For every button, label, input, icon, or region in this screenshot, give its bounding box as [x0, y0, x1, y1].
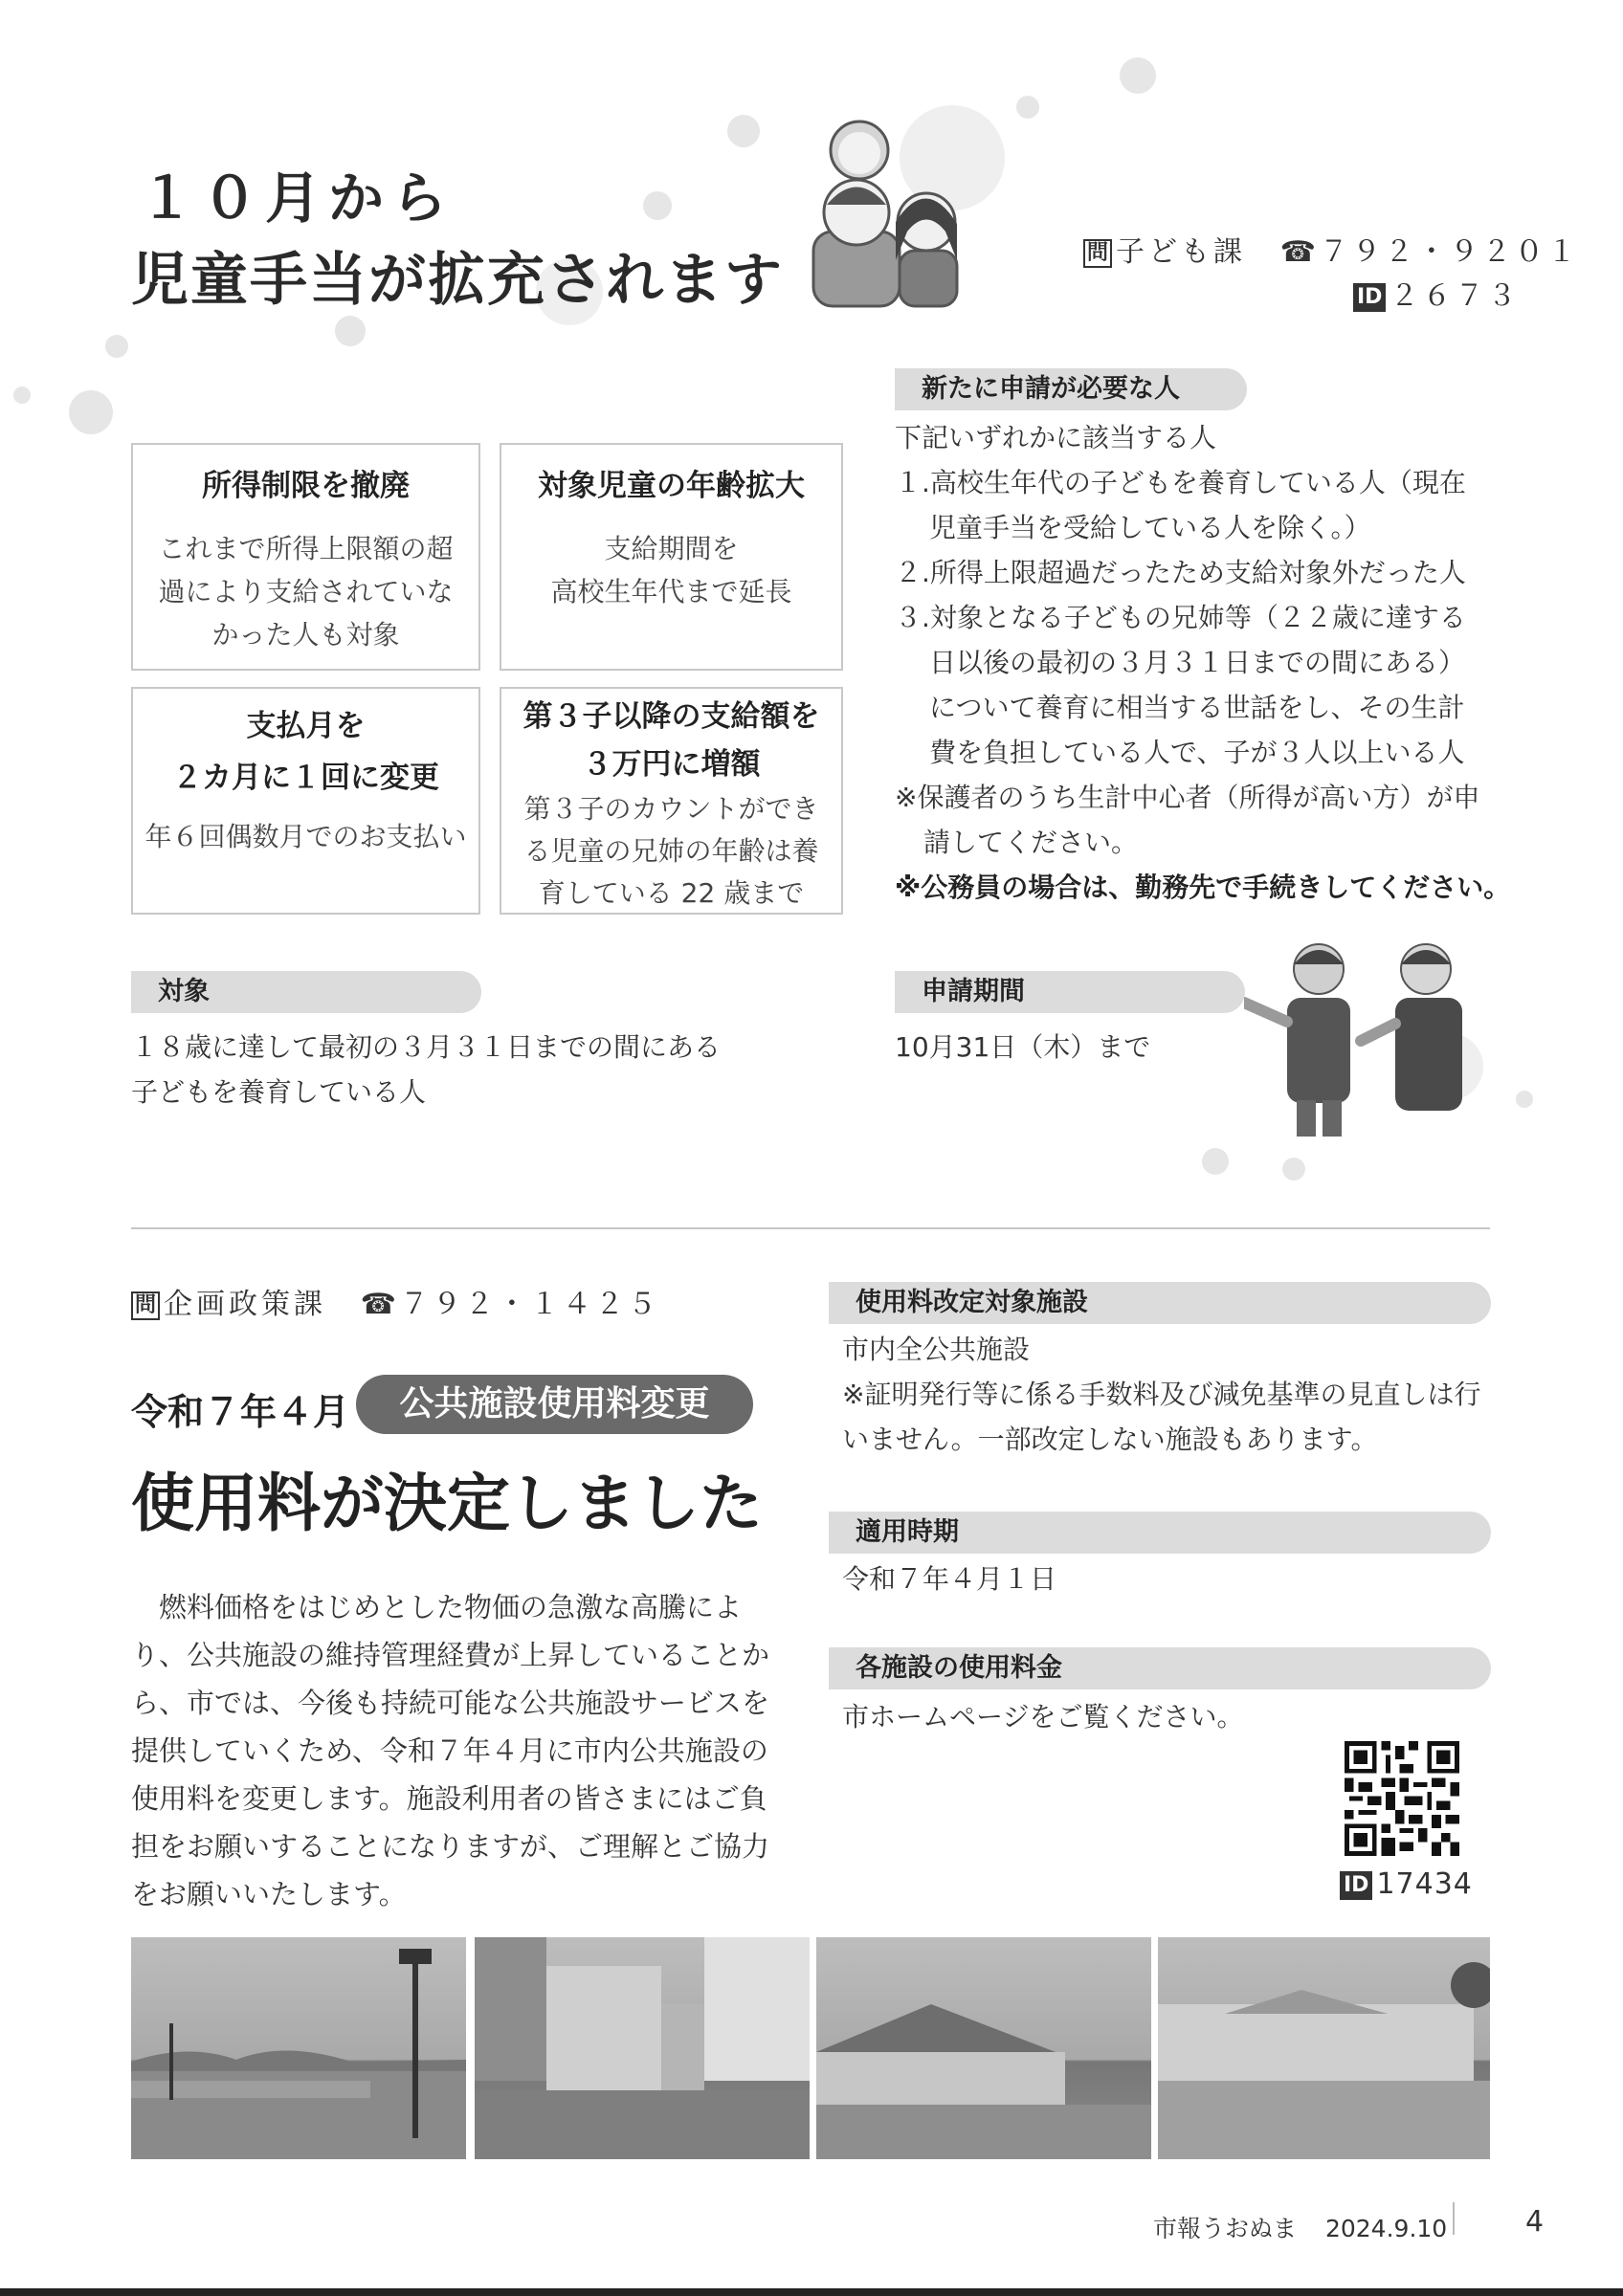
applicants-line: 下記いずれかに該当する人 [895, 422, 1217, 453]
facilities-label: 使用料改定対象施設 [829, 1282, 1491, 1324]
box-body-line: 支給期間を [604, 533, 739, 564]
applicants-line: 請してください。 [923, 827, 1139, 858]
box-body-line: 高校生年代まで延長 [550, 576, 792, 607]
section-divider [131, 1227, 1490, 1229]
section2-title: 使用料が決定しました [131, 1467, 763, 1540]
decor-dot [69, 390, 113, 434]
contact-dept [1083, 228, 1580, 270]
box-heading-2: ２カ月に１回に変更 [172, 761, 439, 795]
box-body-line: 年６回偶数月でのお支払い [145, 821, 467, 852]
gym-illustration [816, 1937, 1151, 2159]
inquiry-icon: 問 [1083, 239, 1112, 268]
applicants-label: 新たに申請が必要な人 [895, 368, 1247, 410]
family-illustration [792, 117, 967, 308]
fees-value: 市ホームページをご覧ください。 [842, 1701, 1244, 1733]
decor-dot [643, 191, 672, 220]
period-value: 10月31日（木）まで [895, 1031, 1151, 1063]
fees-label: 各施設の使用料金 [829, 1647, 1491, 1689]
id-icon: ID [1340, 1871, 1372, 1900]
applicants-line: 日以後の最初の３月３１日までの間にある） [929, 647, 1466, 678]
box-heading-2: ３万円に増額 [582, 747, 761, 782]
photo-stadium [131, 1937, 466, 2159]
box-body-line: る児童の兄姉の年齢は養 [523, 835, 819, 867]
photo-gymnasium [816, 1937, 1151, 2159]
applicants-line: １.高校生年代の子どもを養育している人（現在 [895, 467, 1466, 498]
target-line: １８歳に達して最初の３月３１日までの間にある [131, 1031, 722, 1063]
photo-building-1 [475, 1937, 810, 2159]
box-heading: 支払月を [246, 709, 366, 743]
contact-dept-name: 子ども課 [1116, 235, 1247, 269]
contact-id-value: ２６７３ [1390, 279, 1521, 313]
section-title-line1: １０月から [139, 166, 456, 231]
feature-box-income-limit [131, 443, 480, 671]
contact-phone: ☎７９２・１４２５ [360, 1288, 660, 1321]
section2-body: 燃料価格をはじめとした物価の急激な高騰により、公共施設の維持管理経費が上昇していることから、市では、今後も持続可能な公共施設サービスを提供していくため、令和７年４月に市内公共施設の使用料を変更します。施設利用者の皆さまにはご負担をお願いすることになりますが、ご理解とご協力をお願いいたします。 [131, 1591, 770, 1910]
applicants-line: について養育に相当する世話をし、その生計 [929, 692, 1465, 723]
box-body-line: 第３子のカウントができ [523, 793, 819, 825]
decor-dot [1282, 1158, 1305, 1181]
publication-date: 2024.9.10 [1324, 2215, 1448, 2242]
applicants-note: ※公務員の場合は、勤務先で手続きしてください。 [895, 872, 1511, 903]
contact-dept-2 [131, 1280, 660, 1322]
box-body-line: 過により支給されていな [158, 576, 454, 607]
facility-illustration [1158, 1937, 1490, 2159]
decor-dot [727, 115, 760, 147]
applicants-line: 費を負担している人で、子が３人以上いる人 [929, 737, 1465, 768]
box-body-line: かった人も対象 [211, 619, 400, 651]
target-label: 対象 [131, 971, 481, 1013]
period-label: 申請期間 [895, 971, 1245, 1013]
applicants-line: 児童手当を受給している人を除く。） [929, 512, 1371, 543]
decor-dot [13, 386, 31, 404]
decor-dot [1516, 1091, 1533, 1108]
photo-facility [1158, 1937, 1490, 2159]
facilities-line: いません。一部改定しない施設もあります。 [842, 1424, 1378, 1455]
feature-box-third-child [500, 687, 843, 915]
qr-code[interactable] [1345, 1741, 1459, 1856]
building-illustration [475, 1937, 810, 2159]
applied-label: 適用時期 [829, 1512, 1491, 1554]
decor-dot [105, 335, 128, 358]
qr-id-value: 17434 [1376, 1867, 1473, 1901]
feature-box-payment-month [131, 687, 480, 915]
box-body-line: これまで所得上限額の超 [158, 533, 454, 564]
target-text [131, 1025, 721, 1115]
topic-pill: 公共施設使用料変更 [356, 1375, 753, 1434]
stadium-illustration [131, 1937, 466, 2159]
qr-id [1340, 1867, 1473, 1901]
feature-box-age-range [500, 443, 843, 671]
footer-publication [1153, 2210, 1447, 2244]
page-number: 4 [1525, 2205, 1545, 2239]
publication-name: 市報うおぬま [1153, 2215, 1298, 2242]
pre-title: 令和７年４月 [131, 1391, 350, 1433]
applicants-line: ※保護者のうち生計中心者（所得が高い方）が申 [895, 782, 1480, 813]
box-heading: 所得制限を撤廃 [202, 469, 410, 503]
contact-phone: ☎７９２・９２０１ [1279, 235, 1580, 269]
contact-dept-name: 企画政策課 [164, 1288, 327, 1321]
bottom-bar [0, 2288, 1623, 2296]
facilities-line: ※証明発行等に係る手数料及び減免基準の見直しは行 [842, 1379, 1481, 1410]
facilities-text [842, 1327, 1480, 1462]
footer-separator [1453, 2202, 1455, 2235]
box-body-line: 育している 22 歳まで [538, 877, 805, 909]
decor-dot [1120, 57, 1156, 94]
decor-dot [1016, 96, 1039, 119]
applied-value: 令和７年４月１日 [842, 1563, 1057, 1595]
contact-id [1353, 272, 1520, 314]
box-heading: 第３子以降の支給額を [522, 699, 820, 734]
decor-dot [335, 316, 366, 346]
applicants-line: ２.所得上限超過だったため支給対象外だった人 [895, 557, 1466, 588]
id-icon: ID [1353, 283, 1386, 312]
applicants-line: ３.対象となる子どもの兄姉等（２２歳に達する [895, 602, 1466, 633]
section-title-line2: 児童手当が拡充されます [131, 247, 784, 314]
box-heading: 対象児童の年齢拡大 [538, 469, 805, 503]
staff-illustration [1244, 936, 1483, 1137]
inquiry-icon: 問 [131, 1292, 160, 1320]
facilities-line: 市内全公共施設 [842, 1334, 1031, 1365]
target-line: 子どもを養育している人 [131, 1076, 427, 1108]
applicants-list [895, 415, 1510, 910]
decor-dot [1202, 1148, 1229, 1175]
